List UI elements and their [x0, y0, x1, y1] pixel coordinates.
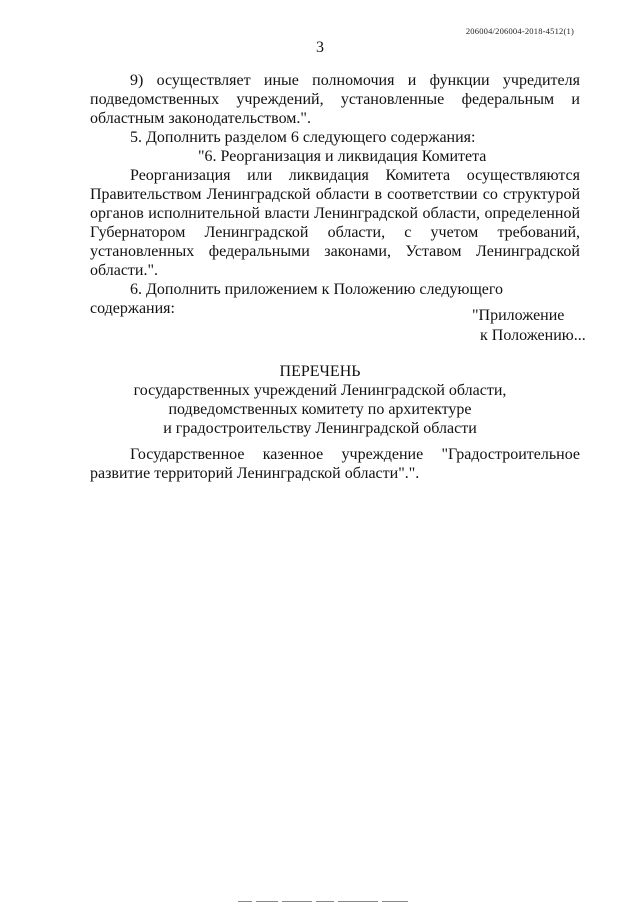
item-5-paragraph: 5. Дополнить разделом 6 следующего содержания: — [130, 129, 476, 146]
scan-edge-marks — [238, 899, 428, 903]
section-6-heading: "6. Реорганизация и ликвидация Комитета — [198, 148, 487, 165]
appendix-line-2: к Положению... — [480, 327, 586, 344]
section-6-paragraph: Реорганизация или ликвидация Комитета осуществляются Правительством Ленинградской области в соответствии со структурой органов исполнительной власти Ленинградской области, определенной Губернатором Ленинградской области, с учетом требований, установленных федеральными законами, Уставом Ленинградской области.". — [90, 167, 580, 279]
list-subtitle-line-1: государственных учреждений Ленинградской области, — [133, 382, 507, 399]
item-6-paragraph: 6. Дополнить приложением к Положению следующего содержания: — [90, 281, 504, 317]
document-code: 206004/206004-2018-4512(1) — [465, 26, 574, 36]
document-body — [90, 71, 580, 318]
list-title-block — [0, 362, 640, 438]
list-title: ПЕРЕЧЕНЬ — [279, 363, 361, 380]
appendix-note — [472, 306, 586, 346]
institution-paragraph: Государственное казенное учреждение "Градостроительное развитие территорий Ленинградской области".". — [90, 446, 580, 482]
appendix-line-1: "Приложение — [472, 307, 565, 324]
page-number: 3 — [316, 39, 324, 56]
list-subtitle-line-3: и градостроительству Ленинградской области — [163, 420, 477, 437]
item-9-paragraph: 9) осуществляет иные полномочия и функции учредителя подведомственных учреждений, установленные федеральным и областным законодательством.". — [90, 72, 580, 127]
list-subtitle-line-2: подведомственных комитету по архитектуре — [168, 401, 472, 418]
